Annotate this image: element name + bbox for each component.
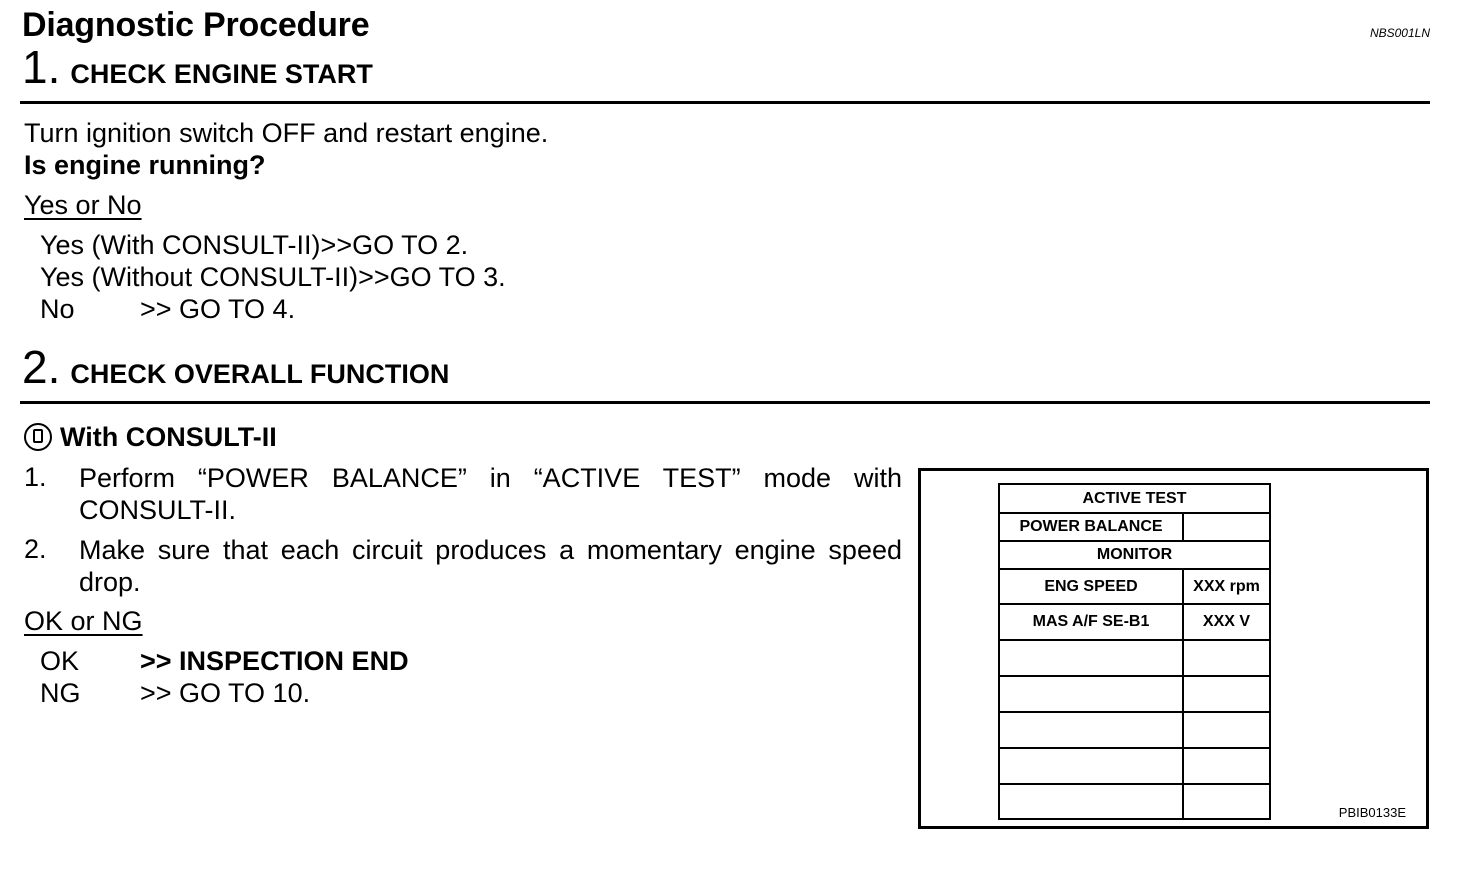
step-2-title: CHECK OVERALL FUNCTION — [70, 359, 450, 389]
list-item-text: Make sure that each circuit produces a momentary engine speed drop. — [79, 535, 902, 597]
table-row — [999, 712, 1270, 748]
step-1-answer-no — [40, 294, 295, 325]
answer-result: >> INSPECTION END — [140, 646, 409, 676]
monitor-value: XXX rpm — [1183, 569, 1270, 604]
step-2-divider — [20, 401, 1430, 404]
empty-cell — [999, 640, 1183, 676]
table-row — [999, 640, 1270, 676]
figure-code: PBIB0133E — [1338, 805, 1406, 820]
monitor-label: MAS A/F SE-B1 — [999, 604, 1183, 640]
answer-key: NG — [40, 678, 81, 708]
list-item-number: 2. — [24, 534, 47, 564]
empty-cell — [999, 676, 1183, 712]
step-1-divider — [20, 101, 1430, 104]
step-2-heading — [22, 340, 449, 394]
list-item-text: Perform “POWER BALANCE” in “ACTIVE TEST” mode with CONSULT-II. — [79, 463, 902, 525]
answer-result: >>GO TO 3. — [358, 262, 506, 292]
step-2-answer-ok — [40, 646, 409, 677]
empty-cell — [1183, 640, 1270, 676]
consult-ii-icon — [24, 423, 52, 451]
table-row — [999, 569, 1270, 604]
empty-cell — [1183, 784, 1270, 819]
step-1-title: CHECK ENGINE START — [70, 59, 373, 89]
answer-result: >> GO TO 10. — [140, 678, 311, 708]
empty-cell — [1183, 712, 1270, 748]
step-1-number: 1. — [22, 41, 61, 93]
answer-key: OK — [40, 646, 80, 676]
list-item — [24, 534, 902, 598]
empty-cell — [999, 784, 1183, 819]
consult-method-label — [24, 422, 277, 453]
answer-key: Yes (Without CONSULT-II) — [40, 262, 359, 292]
table-row — [999, 784, 1270, 819]
step-1-answer-yes-no-consult — [40, 262, 506, 293]
step-2-procedure-list — [24, 462, 902, 606]
step-2-number: 2. — [22, 341, 61, 393]
reference-id: NBS001LN — [1369, 26, 1430, 40]
empty-cell — [1183, 748, 1270, 784]
monitor-header: MONITOR — [999, 541, 1270, 569]
page-title: Diagnostic Procedure — [22, 6, 370, 44]
blank-cell — [1183, 513, 1270, 541]
answer-key: No — [40, 294, 75, 324]
step-2-answer-ng — [40, 678, 310, 709]
table-row — [999, 748, 1270, 784]
list-item-number: 1. — [24, 462, 47, 492]
answer-result: >> GO TO 4. — [140, 294, 296, 324]
empty-cell — [999, 748, 1183, 784]
active-test-header: ACTIVE TEST — [999, 484, 1270, 513]
consult-screen-figure — [918, 468, 1429, 829]
empty-cell — [999, 712, 1183, 748]
monitor-value: XXX V — [1183, 604, 1270, 640]
table-row — [999, 604, 1270, 640]
monitor-label: ENG SPEED — [999, 569, 1183, 604]
answer-key: Yes (With CONSULT-II) — [40, 230, 321, 260]
step-1-instruction: Turn ignition switch OFF and restart engine. — [24, 118, 549, 148]
list-item — [24, 462, 902, 526]
method-label-text: With CONSULT-II — [60, 422, 277, 452]
step-1-choice-label: Yes or No — [24, 190, 142, 220]
answer-result: >>GO TO 2. — [320, 230, 469, 260]
step-1-heading — [22, 40, 373, 94]
step-2-choice-label: OK or NG — [24, 606, 143, 636]
step-1-question: Is engine running? — [24, 150, 266, 180]
power-balance-cell: POWER BALANCE — [999, 513, 1183, 541]
active-test-screen — [998, 483, 1271, 820]
step-1-answer-yes-consult — [40, 230, 468, 261]
empty-cell — [1183, 676, 1270, 712]
table-row — [999, 676, 1270, 712]
